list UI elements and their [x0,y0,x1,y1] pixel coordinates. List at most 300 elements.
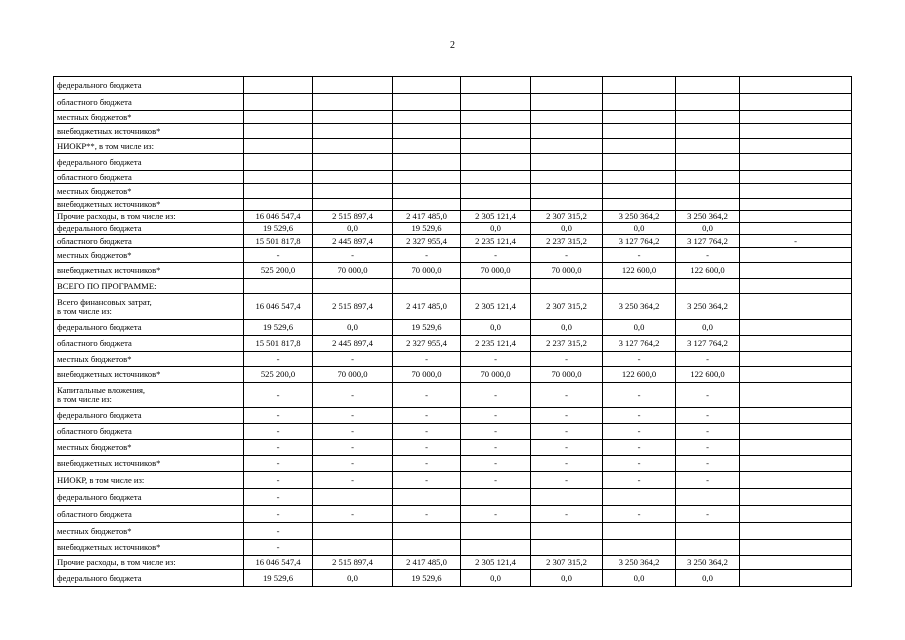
value-cell [740,248,852,263]
value-cell: - [313,383,393,408]
value-cell [740,336,852,352]
value-cell [740,199,852,211]
value-cell: - [676,408,740,424]
row-label: областного бюджета [54,94,244,111]
value-cell [244,171,313,184]
value-cell: 70 000,0 [461,263,531,279]
value-cell [313,540,393,556]
row-label: местных бюджетов* [54,248,244,263]
row-label: внебюджетных источников* [54,124,244,139]
value-cell [531,154,603,171]
value-cell: 70 000,0 [313,263,393,279]
value-cell: 0,0 [676,223,740,235]
value-cell: - [676,383,740,408]
value-cell: 0,0 [603,320,676,336]
value-cell [676,279,740,294]
value-cell: - [244,456,313,472]
value-cell: - [461,456,531,472]
table-row [54,184,852,199]
table-row [54,235,852,248]
row-label: местных бюджетов* [54,523,244,540]
value-cell [676,124,740,139]
value-cell: - [603,352,676,367]
value-cell [313,154,393,171]
value-cell: 3 250 364,2 [676,556,740,570]
value-cell: - [676,472,740,489]
value-cell [603,523,676,540]
value-cell [603,199,676,211]
value-cell: 3 250 364,2 [676,294,740,320]
table-row [54,352,852,367]
value-cell: 19 529,6 [393,223,461,235]
value-cell [244,279,313,294]
value-cell: - [393,440,461,456]
value-cell: - [531,506,603,523]
value-cell: 2 305 121,4 [461,211,531,223]
value-cell: 2 237 315,2 [531,336,603,352]
value-cell: 122 600,0 [603,367,676,383]
value-cell: - [244,440,313,456]
table-row [54,424,852,440]
value-cell [676,184,740,199]
value-cell [740,294,852,320]
page-number: 2 [450,40,455,51]
value-cell: - [603,383,676,408]
value-cell: - [531,472,603,489]
value-cell: 2 515 897,4 [313,556,393,570]
value-cell [676,94,740,111]
value-cell: 3 250 364,2 [603,211,676,223]
value-cell [461,171,531,184]
value-cell: 2 515 897,4 [313,294,393,320]
value-cell: - [461,424,531,440]
value-cell: - [603,408,676,424]
value-cell: 70 000,0 [461,367,531,383]
table-row [54,154,852,171]
value-cell: 0,0 [313,320,393,336]
value-cell [740,139,852,154]
value-cell [313,111,393,124]
value-cell [740,570,852,587]
value-cell [461,139,531,154]
value-cell [393,139,461,154]
table-row [54,94,852,111]
value-cell [740,383,852,408]
value-cell: 2 515 897,4 [313,211,393,223]
value-cell: - [531,456,603,472]
value-cell: - [603,456,676,472]
value-cell [531,489,603,506]
value-cell: - [740,235,852,248]
value-cell [740,523,852,540]
value-cell [740,456,852,472]
value-cell: 0,0 [531,320,603,336]
value-cell: 0,0 [461,223,531,235]
value-cell: - [393,383,461,408]
value-cell: 3 250 364,2 [676,211,740,223]
value-cell [244,199,313,211]
value-cell: - [313,352,393,367]
value-cell: - [603,506,676,523]
row-label: Капитальные вложения, в том числе из: [54,383,244,408]
value-cell [461,154,531,171]
value-cell: 0,0 [313,570,393,587]
value-cell: 0,0 [461,570,531,587]
value-cell [531,279,603,294]
value-cell: - [244,472,313,489]
value-cell [461,540,531,556]
value-cell [740,171,852,184]
table-row [54,263,852,279]
value-cell: 16 046 547,4 [244,294,313,320]
value-cell: - [461,352,531,367]
row-label: местных бюджетов* [54,184,244,199]
value-cell [603,139,676,154]
value-cell: - [393,352,461,367]
value-cell: - [603,248,676,263]
value-cell: - [244,424,313,440]
row-label: ВСЕГО ПО ПРОГРАММЕ: [54,279,244,294]
table-row [54,336,852,352]
value-cell [393,124,461,139]
value-cell [603,154,676,171]
value-cell [740,540,852,556]
value-cell: 3 127 764,2 [676,336,740,352]
table-row [54,506,852,523]
value-cell [740,424,852,440]
value-cell: 70 000,0 [531,367,603,383]
value-cell [676,139,740,154]
row-label: Прочие расходы, в том числе из: [54,211,244,223]
value-cell: 3 127 764,2 [603,235,676,248]
value-cell [461,199,531,211]
value-cell: - [393,248,461,263]
value-cell: 70 000,0 [313,367,393,383]
value-cell [244,139,313,154]
value-cell: - [531,352,603,367]
table-row [54,440,852,456]
value-cell: - [244,352,313,367]
value-cell [393,111,461,124]
value-cell: 19 529,6 [244,570,313,587]
row-label: местных бюджетов* [54,440,244,456]
table-row [54,367,852,383]
value-cell [740,489,852,506]
value-cell [531,111,603,124]
table-row [54,111,852,124]
value-cell [740,506,852,523]
value-cell: 0,0 [676,320,740,336]
value-cell: - [531,440,603,456]
value-cell [313,139,393,154]
row-label: федерального бюджета [54,223,244,235]
value-cell: - [603,440,676,456]
value-cell: 19 529,6 [393,570,461,587]
value-cell [740,263,852,279]
value-cell: - [244,248,313,263]
value-cell: 525 200,0 [244,367,313,383]
row-label: областного бюджета [54,171,244,184]
value-cell [603,540,676,556]
value-cell [393,77,461,94]
value-cell: - [531,424,603,440]
value-cell: - [676,248,740,263]
value-cell [244,111,313,124]
value-cell [740,352,852,367]
value-cell [313,199,393,211]
value-cell [740,223,852,235]
value-cell [740,94,852,111]
value-cell: - [244,383,313,408]
value-cell: 122 600,0 [676,367,740,383]
row-label: федерального бюджета [54,77,244,94]
row-label: НИОКР**, в том числе из: [54,139,244,154]
table-row [54,383,852,408]
value-cell: - [313,440,393,456]
value-cell: 2 307 315,2 [531,211,603,223]
value-cell: - [244,408,313,424]
value-cell [740,124,852,139]
value-cell: - [461,383,531,408]
value-cell [531,94,603,111]
row-label: внебюджетных источников* [54,456,244,472]
value-cell [461,279,531,294]
value-cell [393,171,461,184]
row-label: внебюджетных источников* [54,367,244,383]
row-label: федерального бюджета [54,154,244,171]
value-cell: 2 327 955,4 [393,336,461,352]
value-cell: 3 127 764,2 [603,336,676,352]
table-row [54,523,852,540]
value-cell [393,94,461,111]
value-cell: - [313,408,393,424]
table-row [54,456,852,472]
value-cell [531,184,603,199]
value-cell: - [244,540,313,556]
value-cell: - [313,424,393,440]
value-cell: - [676,506,740,523]
value-cell [313,279,393,294]
table-row [54,556,852,570]
row-label: областного бюджета [54,235,244,248]
value-cell [313,94,393,111]
value-cell [393,279,461,294]
value-cell [531,139,603,154]
value-cell: 70 000,0 [531,263,603,279]
value-cell: - [393,472,461,489]
value-cell: - [244,506,313,523]
value-cell: 2 445 897,4 [313,235,393,248]
table-row [54,320,852,336]
financing-table-body [54,77,852,587]
value-cell [676,77,740,94]
table-row [54,223,852,235]
value-cell: 70 000,0 [393,367,461,383]
value-cell: 19 529,6 [393,320,461,336]
value-cell: 19 529,6 [244,223,313,235]
table-row [54,489,852,506]
value-cell: 2 417 485,0 [393,556,461,570]
value-cell: 0,0 [603,223,676,235]
table-row [54,171,852,184]
value-cell [461,94,531,111]
value-cell: 19 529,6 [244,320,313,336]
value-cell: - [393,424,461,440]
value-cell: 525 200,0 [244,263,313,279]
value-cell: - [461,472,531,489]
value-cell [676,523,740,540]
value-cell [393,523,461,540]
value-cell: 0,0 [531,570,603,587]
value-cell: 3 127 764,2 [676,235,740,248]
row-label: областного бюджета [54,336,244,352]
value-cell [461,111,531,124]
value-cell: 2 305 121,4 [461,294,531,320]
value-cell [603,94,676,111]
value-cell: 122 600,0 [603,263,676,279]
value-cell: 0,0 [676,570,740,587]
value-cell: - [244,489,313,506]
value-cell: 2 445 897,4 [313,336,393,352]
financing-table [53,76,852,587]
value-cell [676,154,740,171]
table-row [54,124,852,139]
value-cell [313,77,393,94]
table-row [54,570,852,587]
value-cell: - [313,472,393,489]
table-row [54,211,852,223]
value-cell: 16 046 547,4 [244,211,313,223]
value-cell [740,320,852,336]
value-cell: - [676,440,740,456]
value-cell [676,199,740,211]
value-cell: 2 417 485,0 [393,211,461,223]
value-cell [603,124,676,139]
value-cell: - [461,248,531,263]
value-cell: 2 417 485,0 [393,294,461,320]
row-label: федерального бюджета [54,320,244,336]
table-row [54,77,852,94]
row-label: федерального бюджета [54,489,244,506]
row-label: НИОКР, в том числе из: [54,472,244,489]
value-cell: 0,0 [603,570,676,587]
value-cell: - [313,456,393,472]
value-cell: 0,0 [461,320,531,336]
value-cell [531,171,603,184]
value-cell [740,408,852,424]
value-cell: 2 235 121,4 [461,235,531,248]
row-label: местных бюджетов* [54,111,244,124]
value-cell [313,171,393,184]
value-cell [531,540,603,556]
value-cell: - [531,383,603,408]
value-cell: 2 305 121,4 [461,556,531,570]
value-cell: 2 307 315,2 [531,294,603,320]
value-cell: - [393,506,461,523]
value-cell: 0,0 [313,223,393,235]
value-cell [313,184,393,199]
value-cell: - [676,424,740,440]
row-label: федерального бюджета [54,408,244,424]
value-cell [603,111,676,124]
value-cell [461,184,531,199]
value-cell [244,154,313,171]
value-cell [740,440,852,456]
value-cell [244,184,313,199]
value-cell: 2 327 955,4 [393,235,461,248]
value-cell: - [393,408,461,424]
value-cell: - [531,248,603,263]
value-cell: - [244,523,313,540]
value-cell: 16 046 547,4 [244,556,313,570]
value-cell: 2 235 121,4 [461,336,531,352]
value-cell: - [531,408,603,424]
value-cell [393,489,461,506]
value-cell: 15 501 817,8 [244,235,313,248]
table-row [54,294,852,320]
row-label: областного бюджета [54,506,244,523]
value-cell: 3 250 364,2 [603,556,676,570]
value-cell [603,489,676,506]
value-cell: 122 600,0 [676,263,740,279]
value-cell: - [603,472,676,489]
value-cell: 15 501 817,8 [244,336,313,352]
row-label: внебюджетных источников* [54,540,244,556]
value-cell: - [603,424,676,440]
value-cell: 70 000,0 [393,263,461,279]
value-cell [740,556,852,570]
value-cell [740,472,852,489]
value-cell [393,199,461,211]
value-cell [461,124,531,139]
value-cell [393,154,461,171]
row-label: внебюджетных источников* [54,263,244,279]
value-cell [740,367,852,383]
row-label: местных бюджетов* [54,352,244,367]
value-cell [676,540,740,556]
value-cell: - [461,506,531,523]
row-label: Всего финансовых затрат, в том числе из: [54,294,244,320]
value-cell [531,77,603,94]
value-cell [244,124,313,139]
row-label: федерального бюджета [54,570,244,587]
row-label: внебюджетных источников* [54,199,244,211]
table-row [54,540,852,556]
value-cell: 3 250 364,2 [603,294,676,320]
value-cell: 0,0 [531,223,603,235]
table-row [54,199,852,211]
value-cell [531,124,603,139]
value-cell [740,111,852,124]
value-cell [740,211,852,223]
value-cell [531,523,603,540]
table-row [54,472,852,489]
table-row [54,139,852,154]
value-cell [603,184,676,199]
table-row [54,248,852,263]
value-cell [244,94,313,111]
value-cell [603,279,676,294]
value-cell [603,77,676,94]
table-row [54,279,852,294]
value-cell [676,111,740,124]
value-cell [603,171,676,184]
value-cell [313,124,393,139]
value-cell: 2 307 315,2 [531,556,603,570]
value-cell [740,184,852,199]
value-cell: - [676,352,740,367]
value-cell [740,77,852,94]
